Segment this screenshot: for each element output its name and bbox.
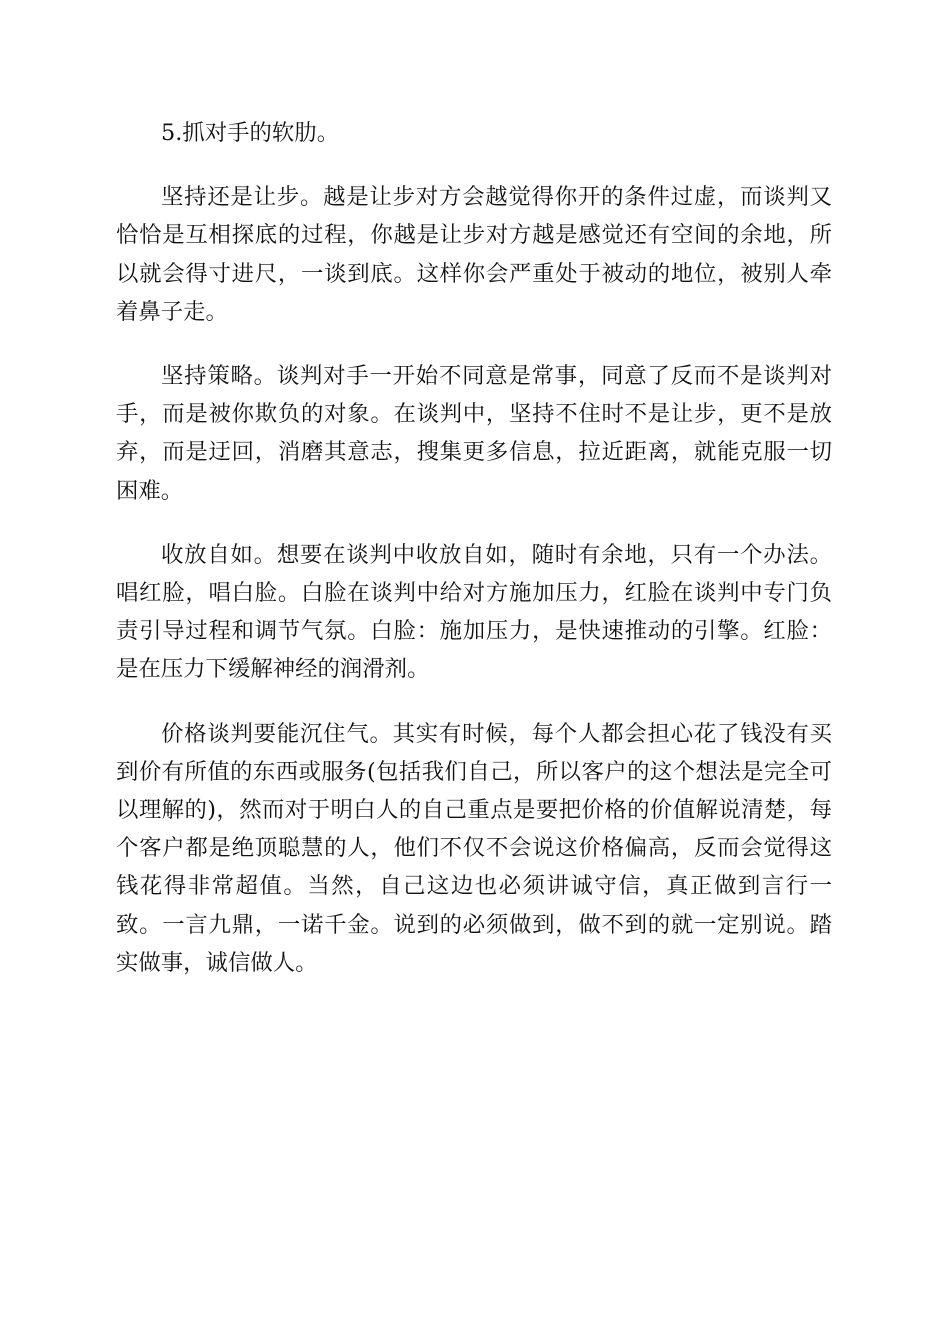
paragraph-persist-strategy: 坚持策略。谈判对手一开始不同意是常事，同意了反而不是谈判对手，而是被你欺负的对象。在谈判中，坚持不住时不是让步，更不是放弃，而是迂回，消磨其意志，搜集更多信息，拉近距离，就能克服一切困难。 [116,363,832,504]
section-heading: 5.抓对手的软肋。 [161,120,340,146]
document-body [116,114,832,1008]
paragraph-flexibility: 收放自如。想要在谈判中收放自如，随时有余地，只有一个办法。唱红脸，唱白脸。白脸在谈判中给对方施加压力，红脸在谈判中专门负责引导过程和调节气氛。白脸：施加压力，是快速推动的引擎。红脸：是在压力下缓解神经的润滑剂。 [116,541,832,683]
paragraph-price-negotiation: 价格谈判要能沉住气。其实有时候，每个人都会担心花了钱没有买到价有所值的东西或服务(包括我们自己，所以客户的这个想法是完全可以理解的)，然而对于明白人的自己重点是要把价格的价值解说清楚，每个客户都是绝顶聪慧的人，他们不仅不会说这价格偏高，反而会觉得这钱花得非常超值。当然，自己这边也必须讲诚守信，真正做到言行一致。一言九鼎，一诺千金。说到的必须做到，做不到的就一定别说。踏实做事，诚信做人。 [116,720,832,976]
paragraph-concede: 坚持还是让步。越是让步对方会越觉得你开的条件过虚，而谈判又恰恰是互相探底的过程，你越是让步对方越是感觉还有空间的余地，所以就会得寸进尺，一谈到底。这样你会严重处于被动的地位，被别人牵着鼻子走。 [116,184,832,325]
